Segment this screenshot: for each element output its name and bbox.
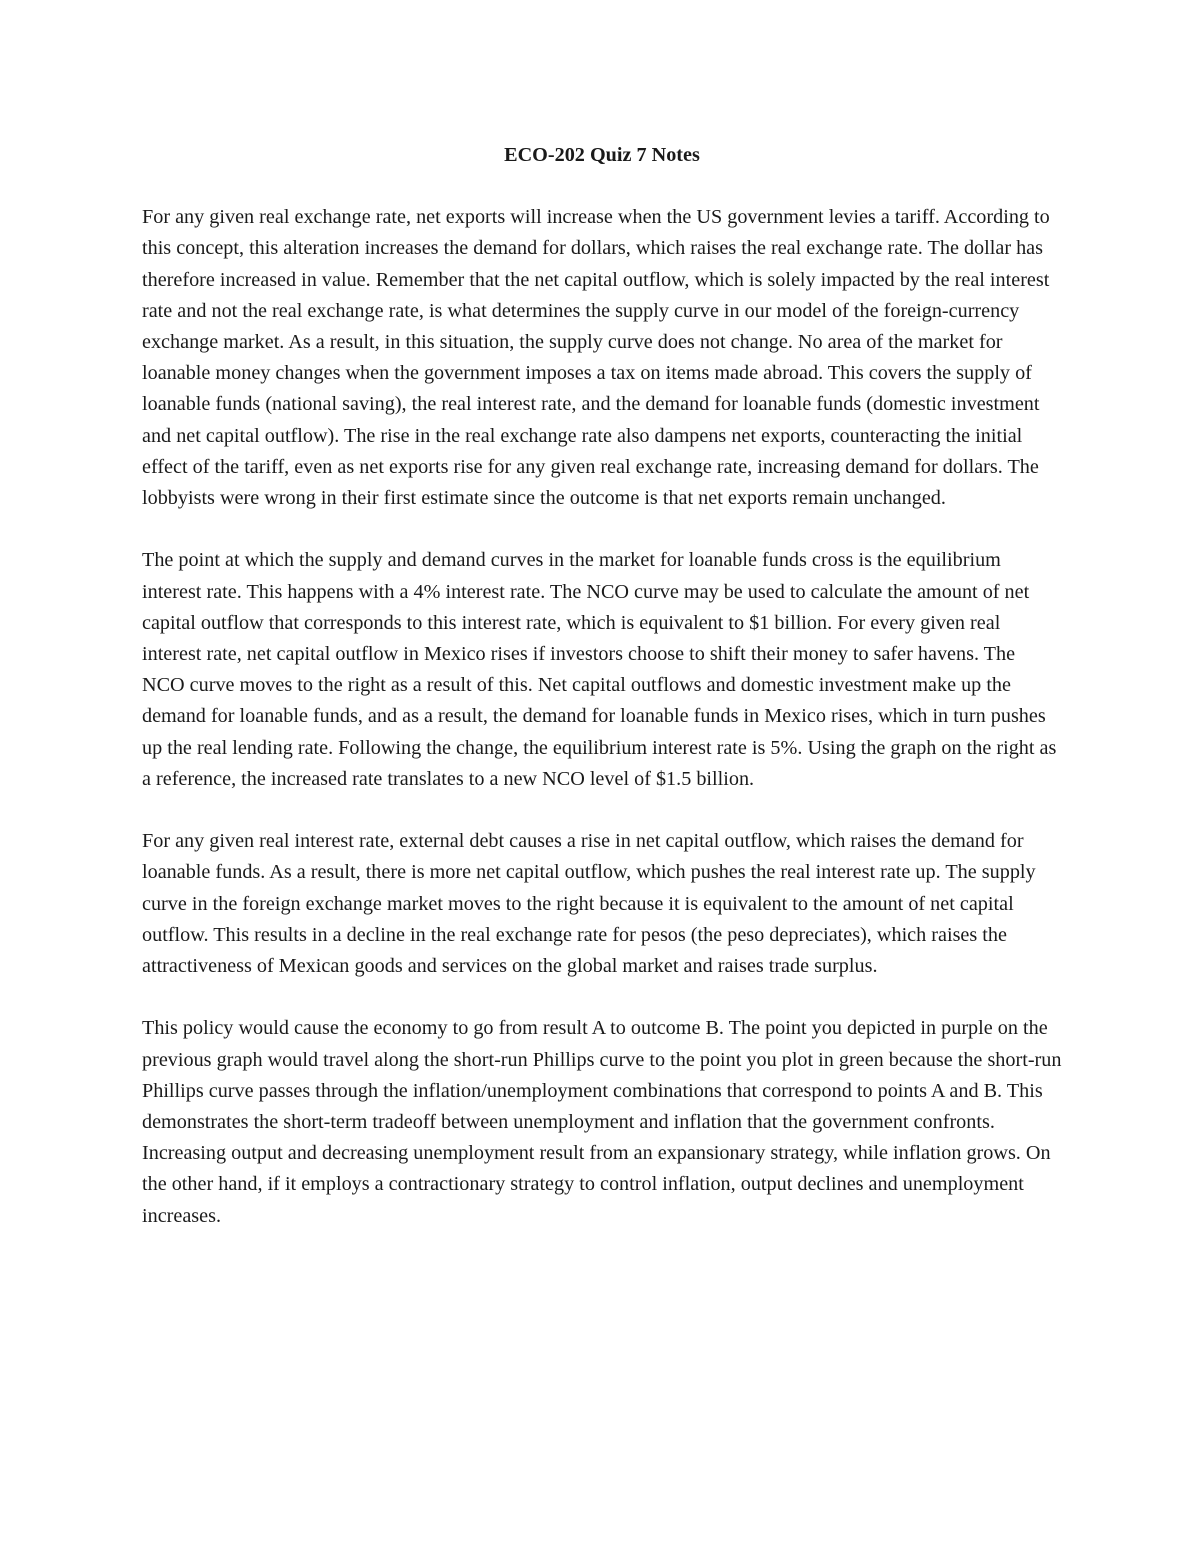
document-body: [142, 140, 1062, 1232]
paragraph-loanable-funds: The point at which the supply and demand curves in the market for loanable funds cross is the equilibrium interest rate. This happens with a 4% interest rate. The NCO curve may be used to calculate the amount of net capital outflow that corresponds to this interest rate, which is equivalent to $1 billion. For every given real interest rate, net capital outflow in Mexico rises if investors choose to shift their money to safer havens. The NCO curve moves to the right as a result of this. Net capital outflows and domestic investment make up the demand for loanable funds, and as a result, the demand for loanable funds in Mexico rises, which in turn pushes up the real lending rate. Following the change, the equilibrium interest rate is 5%. Using the graph on the right as a reference, the increased rate translates to a new NCO level of $1.5 billion.: [142, 549, 1057, 790]
paragraph-phillips-curve: This policy would cause the economy to go from result A to outcome B. The point you depicted in purple on the previous graph would travel along the short-run Phillips curve to the point you plot in green because the short-run Phillips curve passes through the inflation/unemployment combinations that correspond to points A and B. This demonstrates the short-term tradeoff between unemployment and inflation that the government confronts. Increasing output and decreasing unemployment result from an expansionary strategy, while inflation grows. On the other hand, if it employs a contractionary strategy to control inflation, output declines and unemployment increases.: [142, 1017, 1062, 1227]
paragraph-tariff: For any given real exchange rate, net exports will increase when the US government levies a tariff. According to this concept, this alteration increases the demand for dollars, which raises the real exchange rate. The dollar has therefore increased in value. Remember that the net capital outflow, which is solely impacted by the real interest rate and not the real exchange rate, is what determines the supply curve in our model of the foreign-currency exchange market. As a result, in this situation, the supply curve does not change. No area of the market for loanable money changes when the government imposes a tax on items made abroad. This covers the supply of loanable funds (national saving), the real interest rate, and the demand for loanable funds (domestic investment and net capital outflow). The rise in the real exchange rate also dampens net exports, counteracting the initial effect of the tariff, even as net exports rise for any given real exchange rate, increasing demand for dollars. The lobbyists were wrong in their first estimate since the outcome is that net exports remain unchanged.: [142, 206, 1050, 510]
document-title: ECO-202 Quiz 7 Notes: [504, 144, 700, 166]
paragraph-external-debt: For any given real interest rate, external debt causes a rise in net capital outflow, which raises the demand for loanable funds. As a result, there is more net capital outflow, which pushes the real interest rate up. The supply curve in the foreign exchange market moves to the right because it is equivalent to the amount of net capital outflow. This results in a decline in the real exchange rate for pesos (the peso depreciates), which raises the attractiveness of Mexican goods and services on the global market and raises trade surplus.: [142, 830, 1036, 978]
